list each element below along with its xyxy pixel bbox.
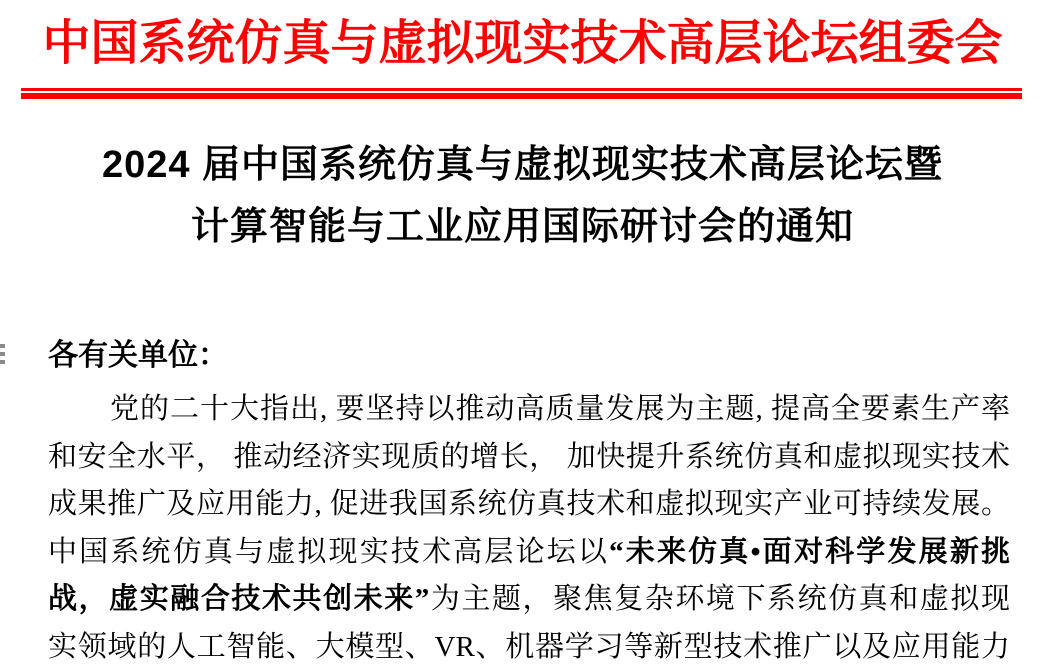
paragraph-text-segment: 成果推广及应用能力, 促进我国系统仿真技术和虚拟现实产业可持续发展。: [48, 488, 1010, 521]
paragraph-line-3: [48, 481, 1010, 529]
paragraph-line-5: [48, 576, 1010, 624]
paragraph-theme-bold-segment: “未来仿真•面对科学发展新挑: [609, 535, 1010, 568]
document-title-line1: 2024 届中国系统仿真与虚拟现实技术高层论坛暨: [101, 144, 944, 186]
salutation: 各有关单位：: [48, 339, 228, 372]
paragraph-theme-bold-segment: 战，虚实融合技术共创未来”: [48, 583, 430, 616]
body-paragraph: [48, 386, 1010, 672]
document-header-title: 中国系统仿真与虚拟现实技术高层论坛组委会: [42, 17, 1003, 70]
paragraph-text-segment: 为主题，聚焦复杂环境下系统仿真和虚拟现: [429, 583, 1010, 616]
paragraph-line-4: [48, 529, 1010, 577]
paragraph-text-segment: 和安全水平， 推动经济实现质的增长， 加快提升系统仿真和虚拟现实技术: [48, 440, 1010, 473]
edge-mark: [0, 352, 5, 356]
paragraph-line-2: [48, 434, 1010, 482]
paragraph-text-segment: 党的二十大指出, 要坚持以推动高质量发展为主题, 提高全要素生产率: [110, 393, 1010, 425]
paragraph-line-6: [48, 624, 1010, 672]
document-title-line2: 计算智能与工业应用国际研讨会的通知: [190, 206, 854, 248]
document-title: [0, 134, 1045, 258]
edge-mark: [0, 360, 5, 364]
page-edge-marks: [0, 344, 5, 368]
edge-mark: [0, 344, 5, 348]
paragraph-line-1: [48, 386, 1010, 434]
red-rule-thick: [21, 93, 1022, 99]
red-double-rule: [21, 88, 1022, 99]
paragraph-text-segment: 中国系统仿真与虚拟现实技术高层论坛以: [48, 535, 610, 568]
paragraph-text-segment: 实领域的人工智能、大模型、VR、机器学习等新型技术推广以及应用能力: [48, 630, 1010, 663]
